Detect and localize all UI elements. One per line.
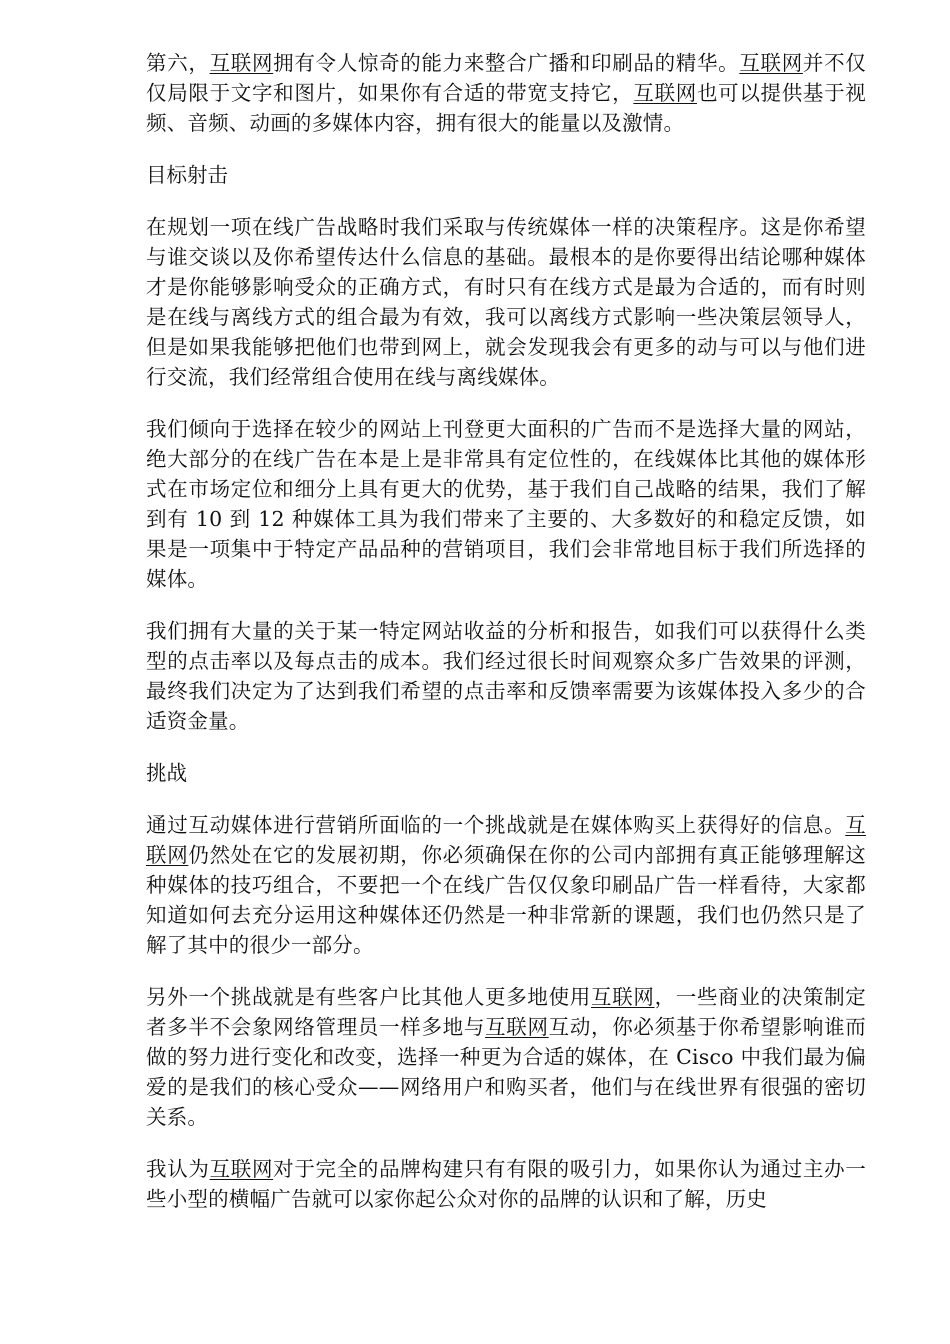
- internet-link[interactable]: 互联网: [209, 1157, 274, 1181]
- document-page: [146, 48, 866, 1236]
- paragraph-1: [146, 48, 866, 138]
- section-heading-target-shooting: 目标射击: [146, 163, 228, 187]
- internet-link[interactable]: 互联网: [146, 813, 866, 867]
- internet-link[interactable]: 互联网: [739, 51, 803, 75]
- text-segment: 并不仅仅局限于文字和图片，如果你有合适的带宽支持它，: [146, 51, 866, 105]
- text-segment: 仍然处在它的发展初期，你必须确保在你的公司内部拥有真正能够理解这种媒体的技巧组合，不要把一个在线广告仅仅象印刷品广告一样看待，大家都知道如何去充分运用这种媒体还仍然是一种非常新的课题，我们也仍然只是了解了其中的很少一部分。: [146, 843, 866, 957]
- paragraph-3: 我们倾向于选择在较少的网站上刊登更大面积的广告而不是选择大量的网站，绝大部分的在线广告在本是上是非常具有定位性的，在线媒体比其他的媒体形式在市场定位和细分上具有更大的优势，基于我们自己战略的结果，我们了解到有 10 到 12 种媒体工具为我们带来了主要的、大多数好的和稳定反馈，如果是一项集中于特定产品品种的营销项目，我们会非常地目标于我们所选择的媒体。: [146, 417, 866, 591]
- text-segment: 第六，: [146, 51, 210, 75]
- internet-link[interactable]: 互联网: [633, 81, 697, 105]
- internet-link[interactable]: 互联网: [485, 1015, 549, 1039]
- text-segment: ，一些商业的决策制定者多半不会象网络管理员一样多地与: [146, 985, 866, 1039]
- paragraph-7: [146, 1154, 866, 1214]
- text-segment: 也可以提供基于视频、音频、动画的多媒体内容，拥有很大的能量以及激情。: [146, 81, 866, 135]
- internet-link[interactable]: 互联网: [591, 985, 655, 1009]
- paragraph-6: [146, 982, 866, 1132]
- text-segment: 通过互动媒体进行营销所面临的一个挑战就是在媒体购买上获得好的信息。: [146, 813, 846, 837]
- text-segment: 另外一个挑战就是有些客户比其他人更多地使用: [146, 985, 591, 1009]
- text-segment: 拥有令人惊奇的能力来整合广播和印刷品的精华。: [273, 51, 740, 75]
- internet-link[interactable]: 互联网: [209, 51, 274, 75]
- paragraph-4: 我们拥有大量的关于某一特定网站收益的分析和报告，如我们可以获得什么类型的点击率以及每点击的成本。我们经过很长时间观察众多广告效果的评测，最终我们决定为了达到我们希望的点击率和反馈率需要为该媒体投入多少的合适资金量。: [146, 619, 866, 733]
- section-heading-challenge: 挑战: [146, 761, 187, 785]
- text-segment: 我认为: [146, 1157, 210, 1181]
- text-segment: 对于完全的品牌构建只有有限的吸引力，如果你认为通过主办一些小型的横幅广告就可以家你起公众对你的品牌的认识和了解，历史: [146, 1157, 866, 1211]
- paragraph-2: 在规划一项在线广告战略时我们采取与传统媒体一样的决策程序。这是你希望与谁交谈以及你希望传达什么信息的基础。最根本的是你要得出结论哪种媒体才是你能够影响受众的正确方式，有时只有在线方式是最为合适的，而有时则是在线与离线方式的组合最为有效，我可以离线方式影响一些决策层领导人，但是如果我能够把他们也带到网上，就会发现我会有更多的动与可以与他们进行交流，我们经常组合使用在线与离线媒体。: [146, 215, 866, 389]
- paragraph-5: [146, 810, 866, 960]
- text-segment: 互动，你必须基于你希望影响谁而做的努力进行变化和改变，选择一种更为合适的媒体，在 Cisco 中我们最为偏爱的是我们的核心受众——网络用户和购买者，他们与在线世界有很强的密切关系。: [146, 1015, 867, 1129]
